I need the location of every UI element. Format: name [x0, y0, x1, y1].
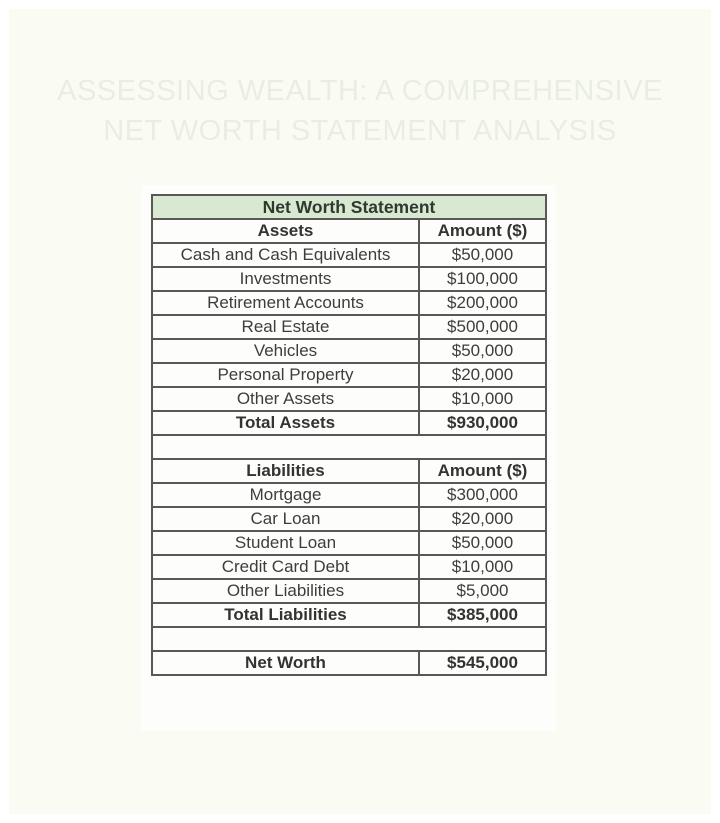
liability-amount-cell: $50,000 [419, 531, 546, 555]
spacer-row [152, 627, 546, 651]
liability-label-cell: Other Liabilities [152, 579, 419, 603]
liability-amount-cell: $20,000 [419, 507, 546, 531]
liability-label-cell: Student Loan [152, 531, 419, 555]
total-liabilities-row [152, 603, 546, 627]
asset-row [152, 315, 546, 339]
liability-label-cell: Car Loan [152, 507, 419, 531]
page-title [9, 71, 711, 151]
asset-label-cell: Other Assets [152, 387, 419, 411]
liability-amount-cell: $5,000 [419, 579, 546, 603]
asset-amount-cell: $500,000 [419, 315, 546, 339]
total-liabilities-label-cell: Total Liabilities [152, 603, 419, 627]
net-worth-row [152, 651, 546, 675]
asset-label-cell: Retirement Accounts [152, 291, 419, 315]
assets-header-row [152, 219, 546, 243]
asset-row [152, 363, 546, 387]
page-title-line-1: ASSESSING WEALTH: A COMPREHENSIVE [57, 75, 663, 107]
asset-amount-cell: $20,000 [419, 363, 546, 387]
assets-amount-header-cell: Amount ($) [419, 219, 546, 243]
asset-label-cell: Cash and Cash Equivalents [152, 243, 419, 267]
asset-amount-cell: $50,000 [419, 243, 546, 267]
asset-row [152, 339, 546, 363]
table-title-cell: Net Worth Statement [152, 195, 546, 219]
liability-row [152, 555, 546, 579]
total-assets-label-cell: Total Assets [152, 411, 419, 435]
page-background [9, 9, 711, 814]
liability-amount-cell: $300,000 [419, 483, 546, 507]
asset-row [152, 267, 546, 291]
asset-label-cell: Real Estate [152, 315, 419, 339]
liabilities-header-cell: Liabilities [152, 459, 419, 483]
asset-amount-cell: $10,000 [419, 387, 546, 411]
asset-amount-cell: $200,000 [419, 291, 546, 315]
table-title-row [152, 195, 546, 219]
liability-amount-cell: $10,000 [419, 555, 546, 579]
liabilities-amount-header-cell: Amount ($) [419, 459, 546, 483]
assets-header-cell: Assets [152, 219, 419, 243]
asset-amount-cell: $50,000 [419, 339, 546, 363]
spacer-cell [152, 435, 546, 459]
asset-label-cell: Vehicles [152, 339, 419, 363]
asset-label-cell: Investments [152, 267, 419, 291]
liability-row [152, 579, 546, 603]
liability-row [152, 507, 546, 531]
asset-row [152, 387, 546, 411]
liabilities-header-row [152, 459, 546, 483]
asset-amount-cell: $100,000 [419, 267, 546, 291]
liability-label-cell: Mortgage [152, 483, 419, 507]
page-title-line-2: NET WORTH STATEMENT ANALYSIS [103, 115, 617, 147]
spacer-cell [152, 627, 546, 651]
asset-row [152, 243, 546, 267]
liability-row [152, 531, 546, 555]
spacer-row [152, 435, 546, 459]
statement-card [141, 185, 556, 731]
liability-row [152, 483, 546, 507]
total-liabilities-amount-cell: $385,000 [419, 603, 546, 627]
total-assets-row [152, 411, 546, 435]
net-worth-table [151, 194, 547, 676]
total-assets-amount-cell: $930,000 [419, 411, 546, 435]
asset-label-cell: Personal Property [152, 363, 419, 387]
net-worth-label-cell: Net Worth [152, 651, 419, 675]
net-worth-amount-cell: $545,000 [419, 651, 546, 675]
asset-row [152, 291, 546, 315]
liability-label-cell: Credit Card Debt [152, 555, 419, 579]
